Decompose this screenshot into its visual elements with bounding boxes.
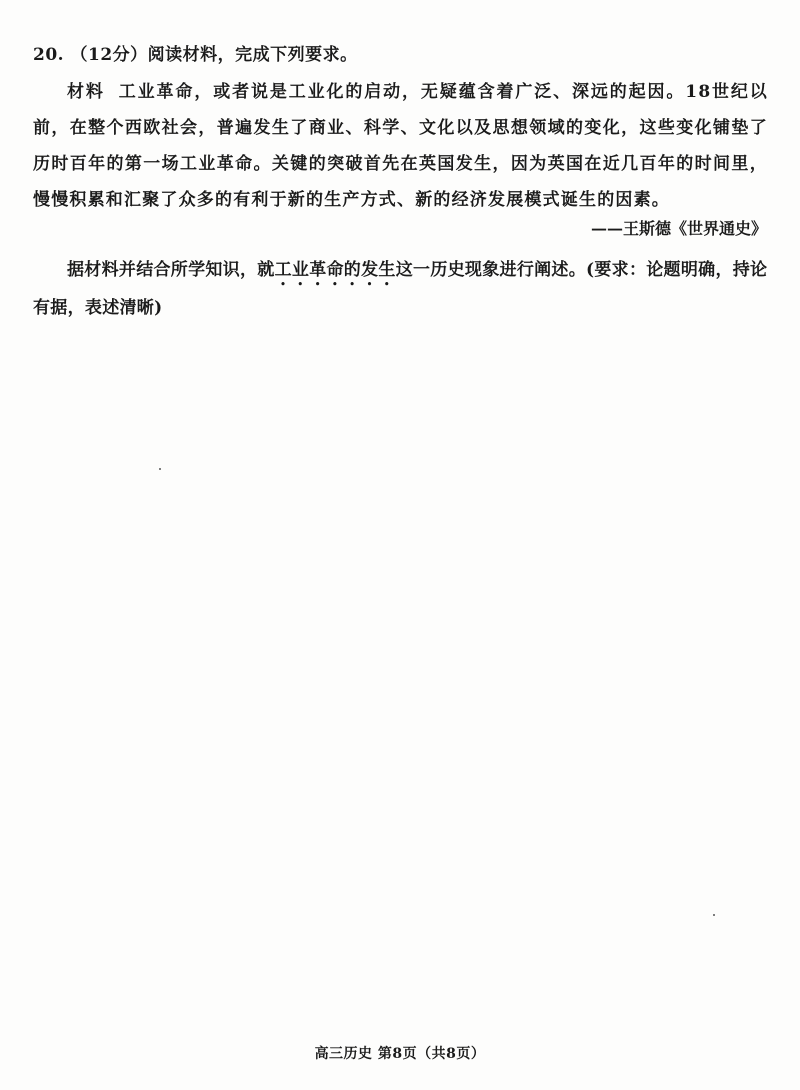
answer-area[interactable]: [33, 330, 768, 1020]
scan-speck: [159, 468, 161, 470]
task-text-before: 据材料并结合所学知识，就: [67, 260, 275, 280]
material-label: 材料: [67, 82, 105, 102]
material-text: 工业革命，或者说是工业化的启动，无疑蕴含着广泛、深远的起因。18世纪以前，在整个西欧社会，普遍发生了商业、科学、文化以及思想领域的变化，这些变化铺垫了历时百年的第一场工业革命。关键的突破首先在英国发生，因为英国在近几百年的时间里，慢慢积累和汇聚了众多的有利于新的生产方式、新的经济发展模式诞生的因素。: [33, 82, 769, 210]
task-emphasis: 工业革命的发生: [274, 260, 396, 280]
scan-speck: [713, 914, 715, 916]
task-text-after: 这一历史现象进行阐述。(要求：论题明确，持论有据，表述清晰): [33, 260, 768, 318]
page-footer: 高三历史 第8页（共8页）: [314, 1046, 486, 1062]
question-header: 20. （12分）阅读材料，完成下列要求。: [33, 45, 358, 65]
task-instruction: [33, 252, 768, 326]
material-source: ——王斯德《世界通史》: [590, 219, 767, 238]
material-paragraph: [33, 74, 768, 218]
